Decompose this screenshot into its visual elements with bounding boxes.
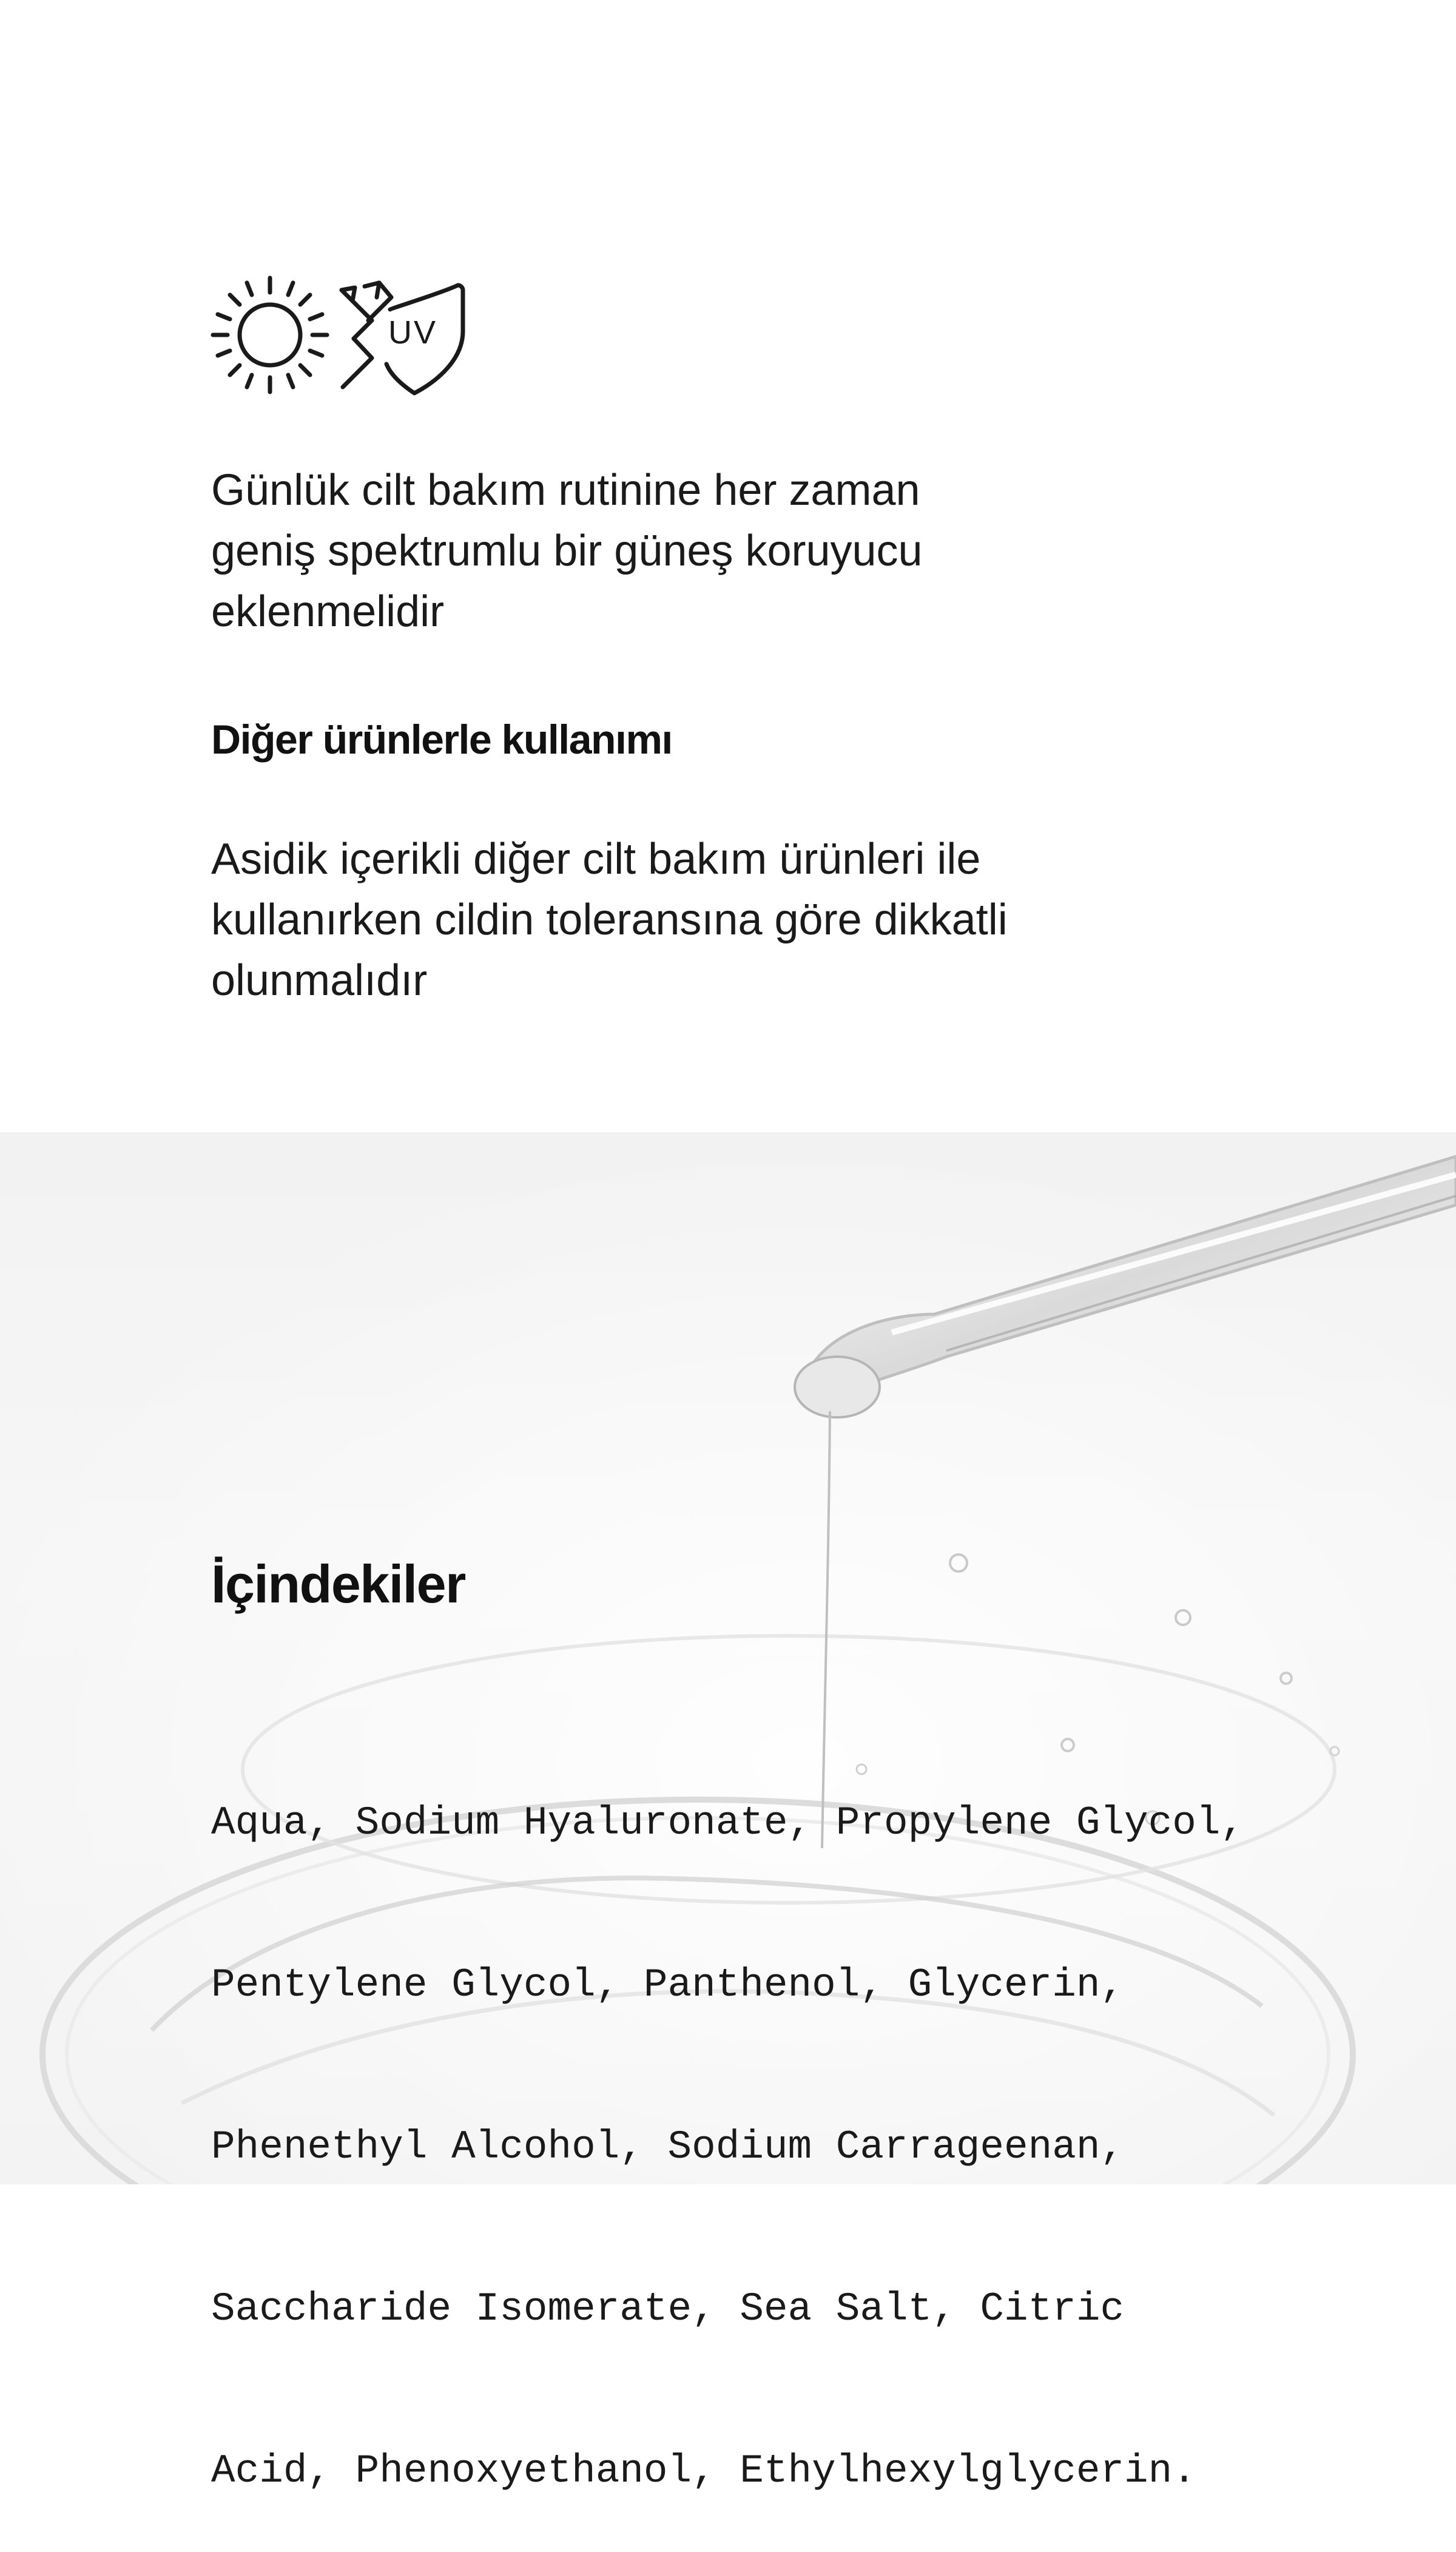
usage-note xyxy=(211,460,1212,642)
uv-label: UV xyxy=(388,314,438,351)
usage-note-line: geniş spektrumlu bir güneş koruyucu xyxy=(211,527,923,575)
other-products-line: kullanırken cildin toleransına göre dikkatli xyxy=(211,896,1008,944)
ingredients-line: Acid, Phenoxyethanol, Ethylhexylglycerin. xyxy=(211,2448,1196,2494)
other-products-text xyxy=(211,829,1212,1011)
ingredients-line: Saccharide Isomerate, Sea Salt, Citric xyxy=(211,2286,1125,2332)
usage-note-line: Günlük cilt bakım rutinine her zaman xyxy=(211,466,920,515)
usage-note-line: eklenmelidir xyxy=(211,587,445,636)
other-products-line: Asidik içerikli diğer cilt bakım ürünleri ile xyxy=(211,835,981,883)
other-products-line: olunmalıdır xyxy=(211,956,428,1005)
info-section xyxy=(0,0,1456,1132)
ingredients-list xyxy=(211,1688,1364,2552)
other-products-heading: Diğer ürünlerle kullanımı xyxy=(211,717,672,763)
ingredients-line: Pentylene Glycol, Panthenol, Glycerin, xyxy=(211,1962,1125,2008)
ingredients-heading: İçindekiler xyxy=(211,1554,465,1614)
ingredients-line: Phenethyl Alcohol, Sodium Carrageenan, xyxy=(211,2124,1125,2170)
ingredients-line: Aqua, Sodium Hyaluronate, Propylene Glycol, xyxy=(211,1800,1245,1846)
